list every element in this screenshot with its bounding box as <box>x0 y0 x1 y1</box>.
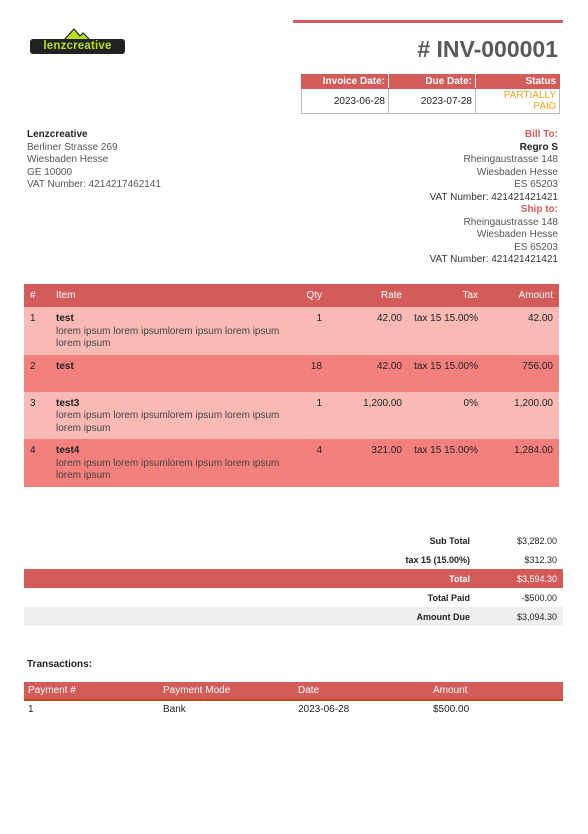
col-header-amount: Amount <box>484 284 559 307</box>
ship-vat: VAT Number: 421421421421 <box>429 254 558 265</box>
paid-row <box>24 588 563 607</box>
due-date-value: 2023-07-28 <box>389 89 476 114</box>
subtotal-label: Sub Total <box>429 535 470 546</box>
col-header-amount: Amount <box>429 682 563 700</box>
row-tax: 0% <box>408 392 484 440</box>
row-rate: 42.00 <box>328 307 408 355</box>
row-qty: 4 <box>286 439 328 487</box>
col-header-tax: Tax <box>408 284 484 307</box>
row-rate: 42.00 <box>328 355 408 392</box>
transactions-table <box>24 682 563 718</box>
amount-due-label: Amount Due <box>24 607 476 626</box>
col-header-date: Date <box>294 682 429 700</box>
row-qty: 1 <box>286 307 328 355</box>
item-description: lorem ipsum lorem ipsumlorem ipsum lorem ipsum lorem ipsum <box>56 457 280 481</box>
payment-amount: $500.00 <box>433 704 470 715</box>
company-address-block <box>27 129 161 192</box>
item-name: test <box>56 360 74 372</box>
due-date-header: Due Date: <box>389 75 476 89</box>
col-header-qty: Qty <box>286 284 328 307</box>
row-item <box>50 355 286 392</box>
row-qty: 18 <box>286 355 328 392</box>
row-rate: 321.00 <box>328 439 408 487</box>
row-item <box>50 392 286 440</box>
row-item <box>50 439 286 487</box>
paid-label: Total Paid <box>427 592 470 603</box>
row-amount: 756.00 <box>484 355 559 392</box>
item-description: lorem ipsum lorem ipsumlorem ipsum lorem ipsum lorem ipsum <box>56 410 280 434</box>
row-item <box>50 307 286 355</box>
row-tax: tax 15 15.00% <box>408 439 484 487</box>
total-value: $3,594.30 <box>476 569 563 588</box>
row-amount: 42.00 <box>484 307 559 355</box>
amount-due-row <box>24 607 563 626</box>
client-vat: VAT Number: 421421421421 <box>429 191 558 203</box>
row-amount: 1,200.00 <box>484 392 559 440</box>
paid-value: -$500.00 <box>521 592 557 603</box>
table-row <box>24 355 559 392</box>
subtotal-row <box>24 531 563 550</box>
invoice-number: # INV-000001 <box>417 36 558 62</box>
ship-address-line: Wiesbaden Hesse <box>476 229 558 240</box>
header-rule <box>293 20 563 23</box>
amount-due-value: $3,094.30 <box>476 607 563 626</box>
row-num: 3 <box>24 392 50 440</box>
invoice-date-value: 2023-06-28 <box>302 89 389 114</box>
payment-num: 1 <box>28 704 34 715</box>
client-name: Regro S <box>519 141 558 153</box>
bill-to-block <box>430 129 558 267</box>
payment-date: 2023-06-28 <box>298 704 350 715</box>
total-row <box>24 569 563 588</box>
row-num: 1 <box>24 307 50 355</box>
client-address-line: ES 65203 <box>514 179 558 190</box>
table-row <box>24 392 559 440</box>
row-tax: tax 15 15.00% <box>408 355 484 392</box>
table-row <box>24 700 563 718</box>
row-tax: tax 15 15.00% <box>408 307 484 355</box>
item-name: test3 <box>56 397 80 409</box>
tax-row <box>24 550 563 569</box>
invoice-date-header: Invoice Date: <box>302 75 389 89</box>
item-description: lorem ipsum lorem ipsumlorem ipsum lorem ipsum lorem ipsum <box>56 325 280 349</box>
company-address-line: Berliner Strasse 269 <box>27 141 118 153</box>
client-address-line: Wiesbaden Hesse <box>476 166 558 178</box>
company-address-line: Wiesbaden Hesse <box>27 154 109 165</box>
row-num: 4 <box>24 439 50 487</box>
col-header-num: # <box>24 284 50 307</box>
subtotal-value: $3,282.00 <box>516 535 557 546</box>
row-num: 2 <box>24 355 50 392</box>
invoice-meta-table <box>301 74 560 114</box>
tax-value: $312.30 <box>524 554 557 565</box>
tax-label: tax 15 (15.00%) <box>405 554 470 565</box>
item-name: test <box>56 313 74 324</box>
company-name: Lenzcreative <box>27 129 88 140</box>
ship-to-label: Ship to: <box>520 204 558 215</box>
table-row <box>24 307 559 355</box>
payment-mode: Bank <box>163 704 186 715</box>
row-amount: 1,284.00 <box>484 439 559 487</box>
totals-table <box>24 531 563 626</box>
col-header-rate: Rate <box>328 284 408 307</box>
col-header-item: Item <box>50 284 286 307</box>
company-vat: VAT Number: 4214217462141 <box>27 179 161 190</box>
bill-to-label: Bill To: <box>524 129 558 140</box>
col-header-payment-mode: Payment Mode <box>159 682 294 700</box>
company-logo <box>30 27 125 55</box>
item-name: test4 <box>56 445 80 456</box>
table-row <box>24 439 559 487</box>
logo-text: lenzcreative <box>30 39 125 54</box>
status-badge: PARTIALLY PAID <box>476 89 560 114</box>
ship-address-line: ES 65203 <box>514 241 558 253</box>
transactions-title: Transactions: <box>27 659 93 670</box>
ship-address-line: Rheingaustrasse 148 <box>463 216 558 228</box>
company-address-line: GE 10000 <box>27 166 73 178</box>
client-address-line: Rheingaustrasse 148 <box>463 154 558 165</box>
status-header: Status <box>476 75 560 89</box>
items-table <box>24 284 559 487</box>
row-qty: 1 <box>286 392 328 440</box>
col-header-payment-num: Payment # <box>24 682 159 700</box>
total-label: Total <box>24 569 476 588</box>
row-rate: 1,200.00 <box>328 392 408 440</box>
